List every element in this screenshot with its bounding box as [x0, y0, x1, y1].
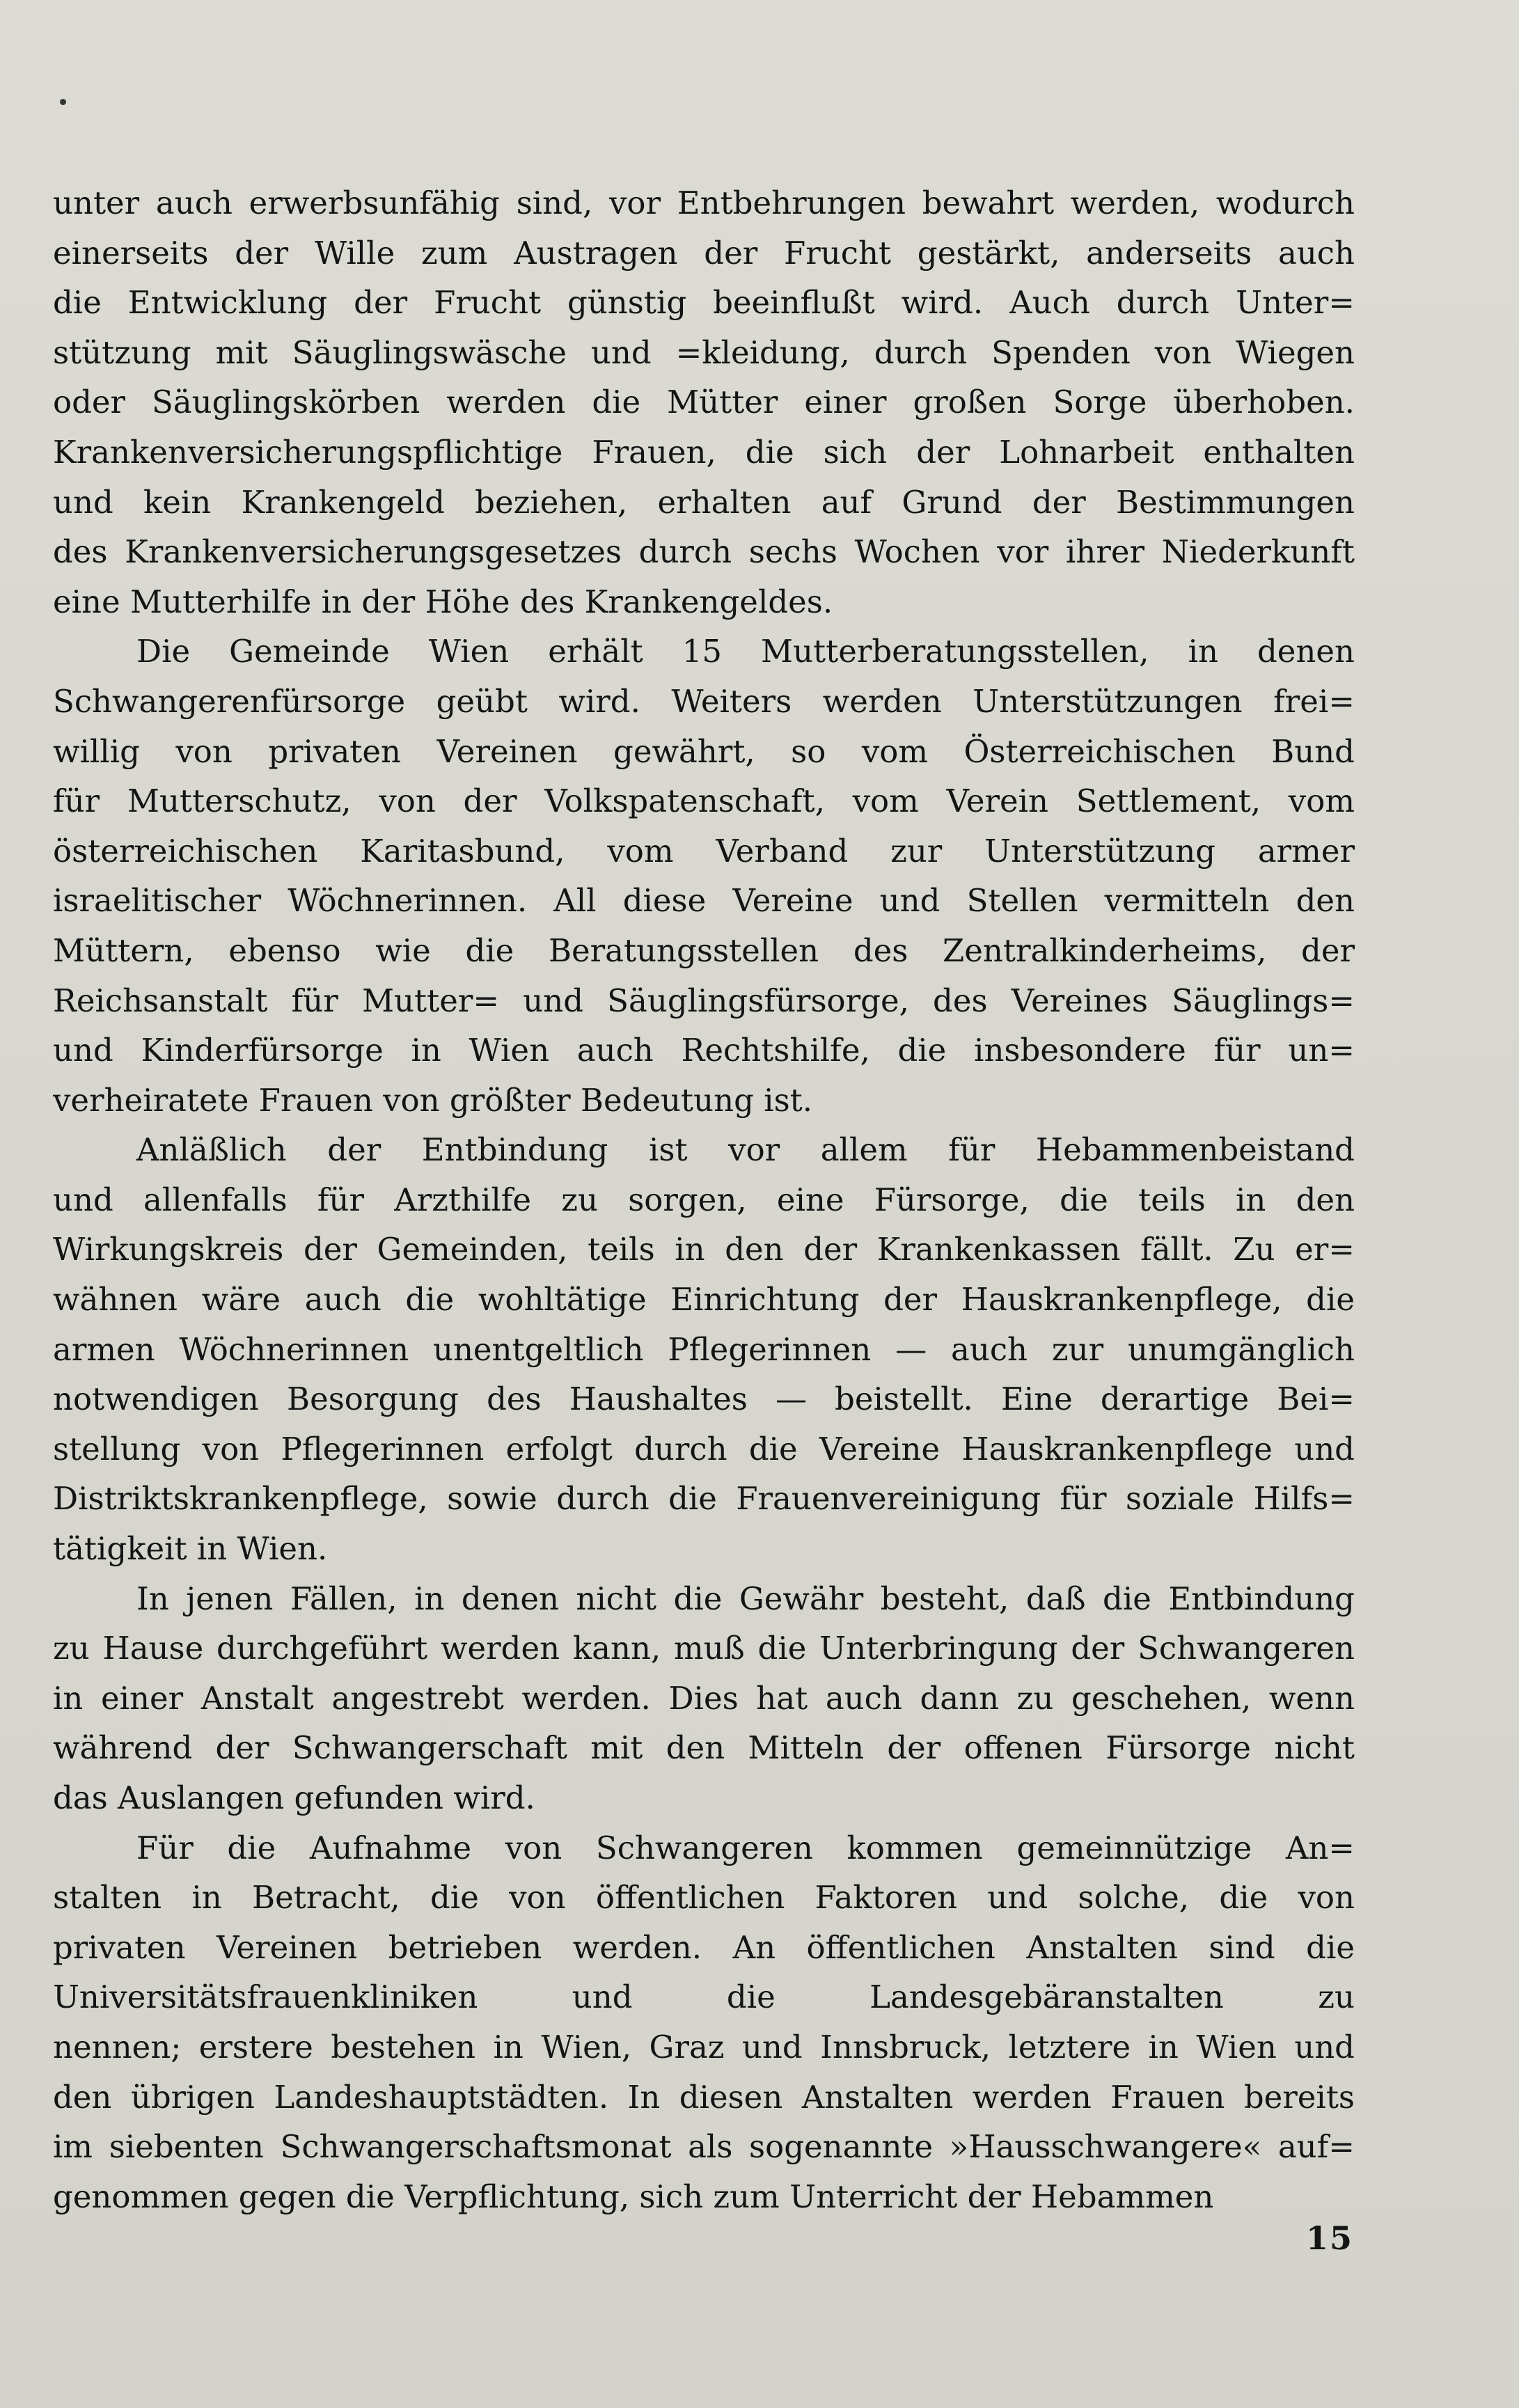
text-line: des Krankenversicherungsgesetzes durch sechs Wochen vor ihrer Niederkunft [53, 533, 1355, 571]
text-line: den übrigen Landeshauptstädten. In diesen Anstalten werden Frauen bereits [53, 2078, 1355, 2116]
text-line: Die Gemeinde Wien erhält 15 Mutterberatungsstellen, in denen [136, 633, 1355, 670]
paragraph [53, 627, 1355, 1125]
paragraph [53, 1574, 1355, 1823]
body-text [53, 178, 1355, 2221]
text-line: und kein Krankengeld beziehen, erhalten auf Grund der Bestimmungen [53, 483, 1355, 521]
text-line: notwendigen Besorgung des Haushaltes — beistellt. Eine derartige Bei= [53, 1380, 1355, 1418]
text-line: Distriktskrankenpflege, sowie durch die Frauenvereinigung für soziale Hilfs= [53, 1480, 1355, 1518]
text-line: zu Hause durchgeführt werden kann, muß die Unterbringung der Schwangeren [53, 1630, 1355, 1667]
text-line: während der Schwangerschaft mit den Mitteln der offenen Fürsorge nicht [53, 1729, 1355, 1767]
text-line: privaten Vereinen betrieben werden. An öffentlichen Anstalten sind die [53, 1928, 1355, 1966]
text-line: österreichischen Karitasbund, vom Verband zur Unterstützung armer [53, 832, 1355, 869]
text-line: und Kinderfürsorge in Wien auch Rechtshilfe, die insbesondere für un= [53, 1032, 1355, 1069]
text-line: tätigkeit in Wien. [53, 1530, 328, 1568]
text-line: In jenen Fällen, in denen nicht die Gewähr besteht, daß die Entbindung [136, 1580, 1355, 1617]
text-line: genommen gegen die Verpflichtung, sich zum Unterricht der Hebammen [53, 2178, 1214, 2215]
text-line: die Entwicklung der Frucht günstig beeinflußt wird. Auch durch Unter= [53, 284, 1355, 322]
text-line: willig von privaten Vereinen gewährt, so vom Österreichischen Bund [53, 732, 1355, 770]
text-line: Krankenversicherungspflichtige Frauen, die sich der Lohnarbeit enthalten [53, 433, 1355, 471]
text-line: nennen; erstere bestehen in Wien, Graz und Innsbruck, letztere in Wien und [53, 2028, 1355, 2065]
text-line: Schwangerenfürsorge geübt wird. Weiters werden Unterstützungen frei= [53, 682, 1355, 720]
text-line: das Auslangen gefunden wird. [53, 1779, 535, 1816]
paragraph [53, 178, 1355, 627]
text-line: und allenfalls für Arzthilfe zu sorgen, eine Fürsorge, die teils in den [53, 1181, 1355, 1218]
text-line: israelitischer Wöchnerinnen. All diese Vereine und Stellen vermitteln den [53, 882, 1355, 920]
text-line: unter auch erwerbsunfähig sind, vor Entbehrungen bewahrt werden, wodurch [53, 184, 1355, 221]
text-line: armen Wöchnerinnen unentgeltlich Pflegerinnen — auch zur unumgänglich [53, 1330, 1355, 1368]
stray-dot-mark [60, 99, 66, 105]
text-line: Für die Aufnahme von Schwangeren kommen gemeinnützige An= [136, 1829, 1355, 1866]
paragraph [53, 1823, 1355, 2222]
text-line: Universitätsfrauenkliniken und die Landesgebäranstalten zu [53, 1978, 1355, 2016]
text-line: im siebenten Schwangerschaftsmonat als sogenannte »Hausschwangere« auf= [53, 2128, 1355, 2166]
paragraph [53, 1125, 1355, 1573]
text-line: oder Säuglingskörben werden die Mütter einer großen Sorge überhoben. [53, 384, 1355, 421]
text-line: einerseits der Wille zum Austragen der Frucht gestärkt, anderseits auch [53, 234, 1355, 272]
page-number: 15 [1306, 2219, 1354, 2257]
text-line: Anläßlich der Entbindung ist vor allem für Hebammenbeistand [136, 1131, 1355, 1169]
text-line: Reichsanstalt für Mutter= und Säuglingsfürsorge, des Vereines Säuglings= [53, 982, 1355, 1019]
text-line: für Mutterschutz, von der Volkspatenschaft, vom Verein Settlement, vom [53, 782, 1355, 820]
text-line: in einer Anstalt angestrebt werden. Dies hat auch dann zu geschehen, wenn [53, 1679, 1355, 1717]
text-line: stützung mit Säuglingswäsche und =kleidung, durch Spenden von Wiegen [53, 333, 1355, 371]
text-line: wähnen wäre auch die wohltätige Einrichtung der Hauskrankenpflege, die [53, 1281, 1355, 1319]
text-line: stellung von Pflegerinnen erfolgt durch die Vereine Hauskrankenpflege und [53, 1430, 1355, 1467]
text-line: stalten in Betracht, die von öffentlichen Faktoren und solche, die von [53, 1879, 1355, 1917]
text-line: eine Mutterhilfe in der Höhe des Krankengeldes. [53, 583, 833, 620]
text-line: Müttern, ebenso wie die Beratungsstellen des Zentralkinderheims, der [53, 931, 1355, 969]
text-line: Wirkungskreis der Gemeinden, teils in den der Krankenkassen fällt. Zu er= [53, 1231, 1355, 1268]
text-line: verheiratete Frauen von größter Bedeutung ist. [53, 1081, 813, 1119]
